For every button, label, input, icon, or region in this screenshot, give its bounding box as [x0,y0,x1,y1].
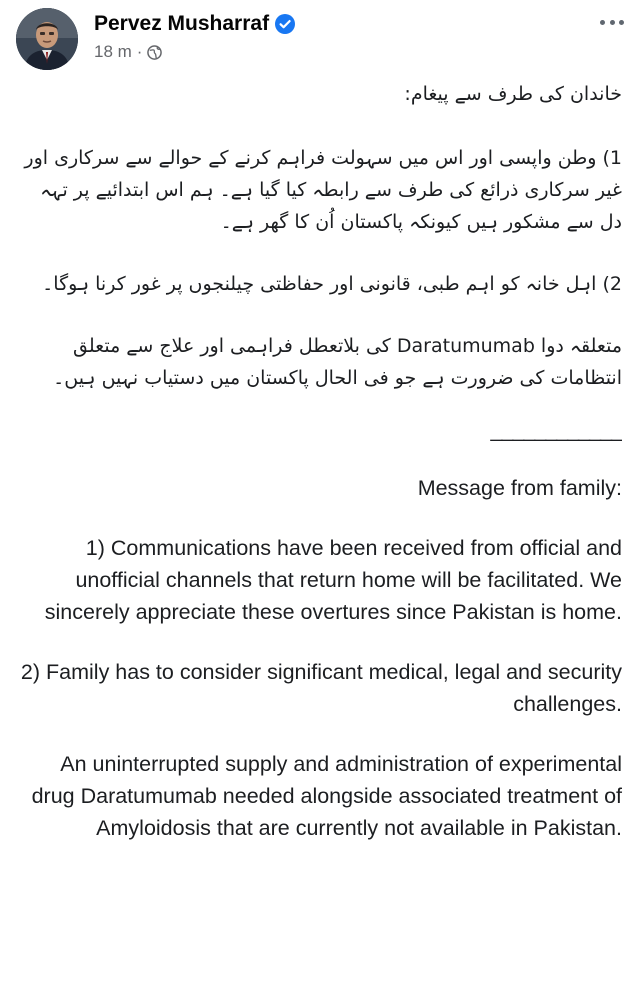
post-header [16,8,624,70]
urdu-point-1: 1) وطن واپسی اور اس میں سہولت فراہم کرنے کے حوالے سے سرکاری اور غیر سرکاری ذرائع کی طرف سے رابطہ کیا گیا ہے۔ ہم اس ابتدائیے پر تہہ دل سے مشکور ہیں کیونکہ پاکستان اُن کا گھر ہے۔ [24,147,622,233]
divider-line: ____________ [490,418,622,442]
author-name[interactable]: Pervez Musharraf [94,12,270,35]
author-block [94,10,295,62]
avatar-image [16,8,78,70]
avatar[interactable] [16,8,78,70]
globe-icon[interactable] [147,45,162,60]
more-options-button[interactable] [600,14,624,30]
verified-badge-icon [275,14,295,34]
urdu-point-2: 2) اہل خانہ کو اہم طبی، قانونی اور حفاظتی چیلنجوں پر غور کرنا ہوگا۔ [42,273,622,295]
meta-separator: · [136,42,143,61]
post-body [20,78,622,986]
post-meta [94,42,295,62]
en-heading: Message from family: [417,476,622,500]
en-point-2: 2) Family has to consider significant medical, legal and security challenges. [20,660,622,716]
en-point-1: 1) Communications have been received from official and unofficial channels that return home will be facilitated. We sincerely appreciate these overtures since Pakistan is home. [44,536,622,624]
en-drug-paragraph: An uninterrupted supply and administration of experimental drug Daratumumab needed alongside associated treatment of Amyloidosis that are currently not available in Pakistan. [31,752,622,840]
urdu-heading: خاندان کی طرف سے پیغام: [404,83,622,105]
author-name-row [94,10,295,38]
post-timestamp[interactable]: 18 m [94,42,132,61]
more-options-icon-dot [610,20,615,25]
urdu-drug-paragraph: متعلقہ دوا Daratumumab کی بلاتعطل فراہمی اور علاج سے متعلق انتظامات کی ضرورت ہے جو فی الحال پاکستان میں دستیاب نہیں ہیں۔ [53,335,622,389]
more-options-icon-dot [619,20,624,25]
more-options-icon [600,20,605,25]
